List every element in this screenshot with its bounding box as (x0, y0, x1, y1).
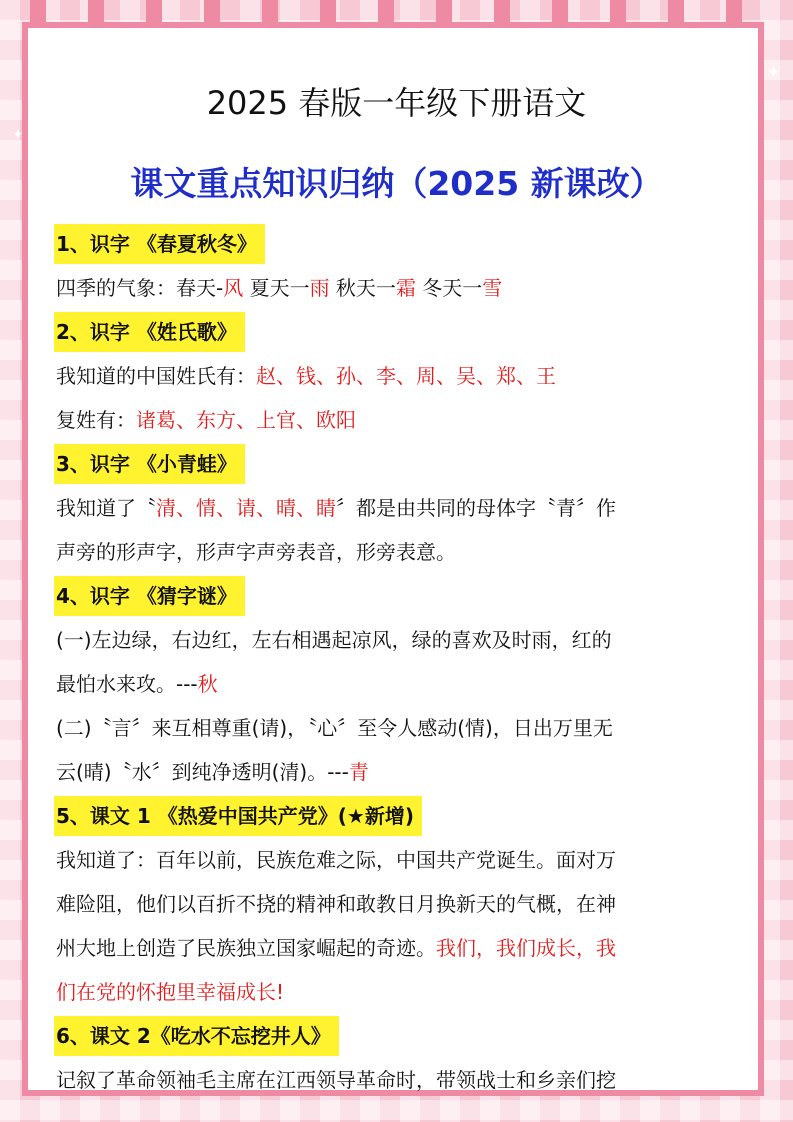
notes-content (56, 222, 746, 1102)
body-line (56, 750, 746, 794)
body-text: 冬天一 (415, 276, 483, 300)
sparkle-icon: ✦ (12, 127, 24, 143)
emphasis-text: 霜 (395, 276, 416, 300)
body-text: (二)〝言〞来互相尊重(请)，〝心〞至令人感动(情)，日出万里无 (56, 716, 613, 740)
body-text: 复姓有： (56, 408, 136, 432)
body-text: 夏天一 (243, 276, 310, 300)
section-heading-row (56, 794, 746, 838)
body-line (56, 970, 746, 1014)
emphasis-text: 诸葛、东方、上官、欧阳 (136, 408, 356, 432)
body-line (56, 926, 746, 970)
emphasis-text: 赵、钱、孙、李、周、吴、郑、王 (256, 364, 556, 388)
body-line (56, 706, 746, 750)
sparkle-icon: ✦ (766, 62, 782, 83)
body-text: 我知道了：百年以前，民族危难之际，中国共产党诞生。面对万 (56, 848, 616, 872)
body-text: 云(晴)〝水〞到纯净透明(清)。--- (56, 760, 349, 784)
emphasis-text: 们在党的怀抱里幸福成长! (56, 980, 285, 1004)
section-heading-row (56, 574, 746, 618)
emphasis-text: 雨 (309, 276, 330, 300)
emphasis-text: 雪 (482, 276, 503, 300)
body-text: 秋天一 (329, 276, 396, 300)
emphasis-text: 青 (348, 760, 369, 784)
body-text: (一)左边绿，右边红，左右相遇起凉风，绿的喜欢及时雨，红的 (56, 628, 612, 652)
section-heading: 6、课文 2《吃水不忘挖井人》 (54, 1016, 339, 1056)
emphasis-text: 秋 (197, 672, 218, 696)
emphasis-text: 我们，我们成长，我 (436, 936, 616, 960)
body-text: 我知道了〝 (56, 496, 156, 520)
section-heading-row (56, 442, 746, 486)
body-line (56, 486, 746, 530)
body-line (56, 662, 746, 706)
body-text: 声旁的形声字，形声字声旁表音，形旁表意。 (56, 540, 456, 564)
section-heading: 5、课文 1 《热爱中国共产党》(★新增) (54, 796, 422, 836)
section-heading: 4、识字 《猜字谜》 (54, 576, 245, 616)
section-heading: 1、识字 《春夏秋冬》 (54, 224, 265, 264)
body-text: 四季的气象：春天- (56, 276, 224, 300)
body-text: 我知道的中国姓氏有： (56, 364, 256, 388)
section-heading-row (56, 310, 746, 354)
emphasis-text: 清、情、请、晴、睛 (156, 496, 336, 520)
section-heading-row (56, 1014, 746, 1058)
emphasis-text: 风 (223, 276, 244, 300)
body-line (56, 354, 746, 398)
body-line (56, 882, 746, 926)
body-line (56, 1058, 746, 1102)
body-text: 州大地上创造了民族独立国家崛起的奇迹。 (56, 936, 436, 960)
page-title: 2025 春版一年级下册语文 (206, 84, 587, 122)
body-line (56, 618, 746, 662)
body-line (56, 838, 746, 882)
body-text: 难险阻，他们以百折不挠的精神和敢教日月换新天的气概，在神 (56, 892, 616, 916)
body-line (56, 398, 746, 442)
body-text: 〞都是由共同的母体字〝青〞作 (336, 496, 616, 520)
page-subtitle: 课文重点知识归纳（2025 新课改） (130, 164, 663, 203)
body-line (56, 266, 746, 310)
section-heading: 2、识字 《姓氏歌》 (54, 312, 245, 352)
body-text: 记叙了革命领袖毛主席在江西领导革命时，带领战士和乡亲们挖 (56, 1068, 616, 1092)
section-heading-row (56, 222, 746, 266)
body-line (56, 530, 746, 574)
body-text: 最怕水来攻。--- (56, 672, 198, 696)
section-heading: 3、识字 《小青蛙》 (54, 444, 245, 484)
